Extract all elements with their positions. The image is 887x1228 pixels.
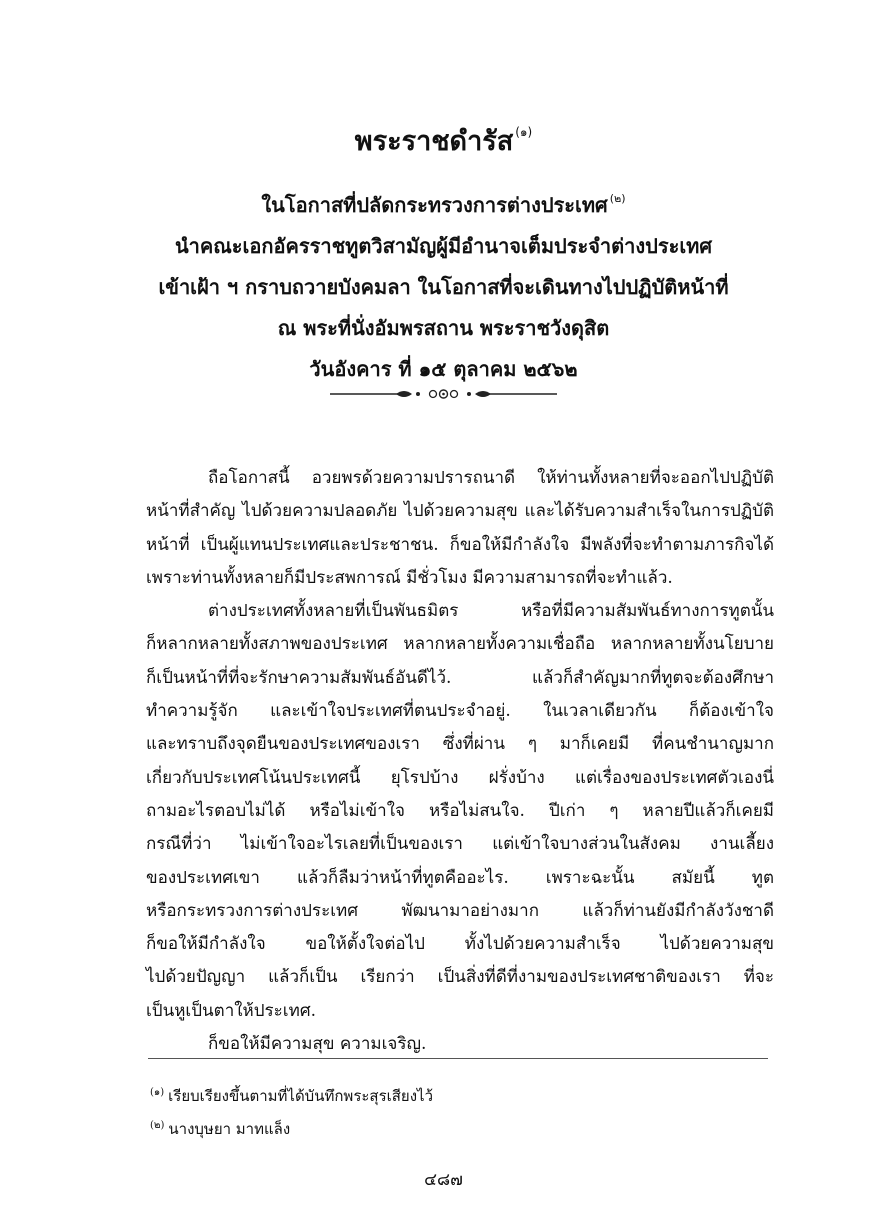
subtitle-footnote-mark: (๒) (609, 192, 626, 205)
footnote-text: นางบุษยา มาทแล็ง (168, 1120, 291, 1138)
subtitle-line-5: วันอังคาร ที่ ๑๕ ตุลาคม ๒๕๖๒ (309, 357, 578, 381)
paragraph-line: ของประเทศเขา แล้วก็ลืมว่าหน้าที่ทูตคืออะไร. เพราะฉะนั้น สมัยนี้ ทูต (146, 867, 774, 888)
paragraph-line: ต่างประเทศทั้งหลายที่เป็นพันธมิตร หรือที่มีความสัมพันธ์ทางการทูตนั้น (208, 601, 774, 622)
paragraph-line: ทำความรู้จัก และเข้าใจประเทศที่ตนประจำอยู่. ในเวลาเดียวกัน ก็ต้องเข้าใจ (146, 701, 774, 722)
title-footnote-mark: (๑) (515, 125, 533, 139)
paragraph-line: ก็ขอให้มีกำลังใจ ขอให้ตั้งใจต่อไป ทั้งไปด้วยความสำเร็จ ไปด้วยความสุข (146, 934, 774, 955)
ornamental-divider-icon (330, 384, 557, 404)
subtitle-line-2: นำคณะเอกอัครราชทูตวิสามัญผู้มีอำนาจเต็มประจำต่างประเทศ (174, 234, 713, 258)
page-title (0, 114, 887, 160)
closing-blessing: ก็ขอให้มีความสุข ความเจริญ. (208, 1034, 427, 1055)
paragraph-line: และทราบถึงจุดยืนของประเทศของเรา ซึ่งที่ผ่าน ๆ มาก็เคยมี ที่คนชำนาญมาก (146, 734, 774, 755)
paragraph-line: หน้าที่ เป็นผู้แทนประเทศและประชาชน. ก็ขอให้มีกำลังใจ มีพลังที่จะทำตามภารกิจได้ (146, 534, 774, 555)
occasion-subtitle (0, 178, 887, 390)
paragraph-line: หรือกระทรวงการต่างประเทศ พัฒนามาอย่างมาก แล้วก็ท่านยังมีกำลังวังชาดี (146, 900, 774, 921)
footnote-1 (150, 1078, 750, 1111)
footnote-mark: (๑) (150, 1087, 165, 1098)
paragraph-line: เป็นหูเป็นตาให้ประเทศ. (146, 1000, 317, 1021)
paragraph-line: ก็เป็นหน้าที่ที่จะรักษาความสัมพันธ์อันดีไว้. แล้วก็สำคัญมากที่ทูตจะต้องศึกษา (146, 667, 774, 688)
footnote-mark: (๒) (150, 1120, 165, 1131)
subtitle-line-3: เข้าเฝ้า ฯ กราบถวายบังคมลา ในโอกาสที่จะเดินทางไปปฏิบัติหน้าที่ (158, 275, 729, 299)
paragraph-line: กรณีที่ว่า ไม่เข้าใจอะไรเลยที่เป็นของเรา แต่เข้าใจบางส่วนในสังคม งานเลี้ยง (146, 834, 774, 855)
paragraph-line: ก็หลากหลายทั้งสภาพของประเทศ หลากหลายทั้งความเชื่อถือ หลากหลายทั้งนโยบาย (146, 634, 774, 655)
footnotes (150, 1078, 750, 1144)
subtitle-line-4: ณ พระที่นั่งอัมพรสถาน พระราชวังดุสิต (277, 316, 610, 340)
paragraph-line: เกี่ยวกับประเทศโน้นประเทศนี้ ยุโรปบ้าง ฝรั่งบ้าง แต่เรื่องของประเทศตัวเองนี่ (146, 767, 774, 788)
title-text: พระราชดำรัส (354, 126, 514, 157)
speech-body (146, 462, 774, 1061)
paragraph-1 (146, 462, 774, 595)
page-number: ๔๘๗ (424, 1170, 463, 1190)
subtitle-line-1: ในโอกาสที่ปลัดกระทรวงการต่างประเทศ $^{(๒)}$ (261, 192, 626, 217)
paragraph-line: หน้าที่สำคัญ ไปด้วยความปลอดภัย ไปด้วยความสุข และได้รับความสำเร็จในการปฏิบัติ (146, 501, 774, 522)
paragraph-2 (146, 595, 774, 1028)
footnote-text: เรียบเรียงขึ้นตามที่ได้บันทึกพระสุรเสียงไว้ (168, 1087, 433, 1105)
footnote-2 (150, 1111, 750, 1144)
paragraph-line: ถามอะไรตอบไม่ได้ หรือไม่เข้าใจ หรือไม่สนใจ. ปีเก่า ๆ หลายปีแล้วก็เคยมี (146, 800, 774, 821)
paragraph-line: เพราะท่านทั้งหลายก็มีประสพการณ์ มีชั่วโมง มีความสามารถที่จะทำแล้ว. (146, 567, 673, 588)
footnote-divider (148, 1058, 768, 1059)
paragraph-line: ถือโอกาสนี้ อวยพรด้วยความปรารถนาดี ให้ท่านทั้งหลายที่จะออกไปปฏิบัติ (208, 468, 774, 488)
paragraph-line: ไปด้วยปัญญา แล้วก็เป็น เรียกว่า เป็นสิ่งที่ดีที่งามของประเทศชาติของเรา ที่จะ (146, 967, 774, 988)
